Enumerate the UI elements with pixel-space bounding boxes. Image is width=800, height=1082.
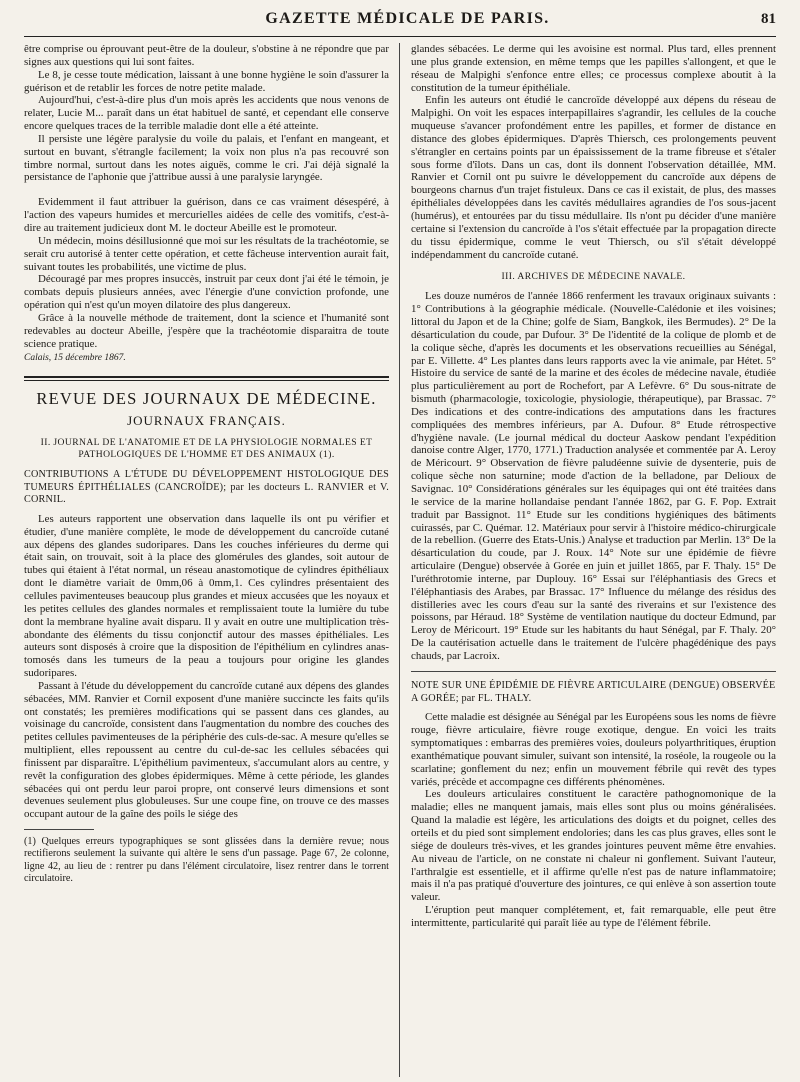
paragraph: Evidemment il faut attribuer la guérison, dans ce cas vraiment désespéré, à l'action des vapeurs humides et mercurielles aidées de celle des vomitifs, c'est-à-dire au traitement judicieux dont M. le docteur Abeille est le promoteur. [24, 196, 389, 234]
section-heading: II. JOURNAL DE L'ANATOMIE ET DE LA PHYSIOLOGIE NORMALES ET PATHOLOGIQUES DE L'HOMME ET DES ANIMAUX (1). [40, 437, 373, 461]
paragraph: Il persiste une légère paralysie du voile du palais, et l'enfant en mangeant, et surtout en buvant, s'étrangle facilement; la voix non plus n'a pas recouvré son timbre normal, surtout dans les notes aiguës, comme le cri. J'ai déjà signalé la persistance de l'aphonie que j'attribue aussi à une paralysie laryngée. [24, 132, 389, 184]
paragraph: Un médecin, moins désillusionné que moi sur les résultats de la trachéotomie, se serait cru autorisé à tenter cette opération, et cette fâcheuse intervention aurait fait, suivant toutes les probabilités, une victime de plus. [24, 234, 389, 273]
section-rule [24, 380, 389, 381]
paragraph: Passant à l'étude du développement du cancroïde cutané aux dépens des glandes sébacées, MM. Ranvier et Cornil exposent d'une manière succincte les faits qu'ils ont constatés; les premières modifications qui se passent dans ces glandes, au voisinage du cancroïde, consistent dans l'augmentation du nombre des couches des petites cellules pavimenteuses de la périphérie des culs-de-sac. A mesure qu'elles se multiplient, elles repoussent au centre du cul-de-sac les cellules sébacées qui finissent par disparaître. L'épithélium pavimenteux, s'accumulant alors au centre, y revêt la configuration des globes épidermiques. Même à cette période, les glandes sébacées qui ont perdu leur paroi propre, ont conservé leurs dimensions et sont devenues seulement plus globuleuses. Sur une coupe fine, on trouve ce des masses occupant autour de la gaîne des poils le siége des [24, 679, 389, 821]
section-heading: III. ARCHIVES DE MÉDECINE NAVALE. [501, 271, 686, 283]
paragraph: Découragé par mes propres insuccès, instruit par ceux dont j'ai été le témoin, je combats depuis plusieurs années, avec l'énergie d'une conviction profonde, une opération qui n'est qu'un moyen dilatoire des plus dangereux. [24, 273, 389, 312]
paragraph: Grâce à la nouvelle méthode de traitement, dont la science et l'humanité sont redevables au docteur Abeille, j'espère que la trachéotomie disparaitra de toute science pratique. [24, 311, 389, 350]
footnote: (1) Quelques erreurs typographiques se sont glissées dans la dernière revue; nous rectifierons seulement la suivante qui altère le sens d'un passage. Page 67, 2e colonne, ligne 42, au lieu de : rentrer pu dans l'élément circulatoire, lisez rentrer dans le torrent circulatoire. [24, 836, 389, 884]
paragraph: être comprise ou éprouvant peut-être de la douleur, s'obstine à ne répondre que par signes aux questions qui lui sont faites. [24, 43, 389, 68]
paragraph: L'éruption peut manquer complétement, et, fait remarquable, elle peut être intermittente, particularité qui paraît liée au type de l'élément fébrile. [411, 904, 776, 929]
footnote-separator [24, 829, 94, 830]
running-header [24, 10, 776, 37]
paragraph: Les douleurs articulaires constituent le caractère pathognomonique de la maladie; elles ne manquent jamais, mais elles sont plus ou moins généralisées. Quand la maladie est légère, les articulations des doigts et du poignet, celles des orteils et du pied sont simplement endolories; dans les cas plus graves, elles sont le siége de douleurs très-vives, et les grandes jointures peuvent même être envahies. Au niveau de l'article, on ne constate ni chaleur ni gonflement. Suivant l'auteur, l'arthralgie est essentielle, et il affirme qu'elle n'est pas de nature inflammatoire; mais il n'a pas pratiqué d'ouverture des jointures, ce qui enlève à son assertion toute valeur. [411, 788, 776, 904]
review-subtitle: JOURNAUX FRANÇAIS. [127, 413, 286, 429]
section-rule [411, 671, 776, 672]
text-columns [24, 43, 776, 1077]
paragraph: Cette maladie est désignée au Sénégal par les Européens sous les noms de fièvre rouge, fièvre articulaire, fièvre rouge exotique, dengue. En voici les traits symptomatiques : embarras des premières voies, douleurs polyarthritiques, éruption exanthématique pouvant simuler, suivant son intensité, la roséole, la rougeole ou la scarlatine; gonflement du nez; enfin un mouvement fébrile qui revêt des types variés, précède et accompagne ces différents phénomènes. [411, 711, 776, 788]
article-heading: CONTRIBUTIONS A L'ÉTUDE DU DÉVELOPPEMENT HISTOLOGIQUE DES TUMEURS ÉPITHÉLIALES (CANCROÏDE); par les docteurs L. RANVIER et V. CORNIL. [24, 469, 389, 506]
paragraph: Le 8, je cesse toute médication, laissant à une bonne hygiène le soin d'assurer la guérison et de retablir les forces de notre petite malade. [24, 68, 389, 94]
article-heading: NOTE SUR UNE ÉPIDÉMIE DE FIÈVRE ARTICULAIRE (DENGUE) OBSERVÉE A GORÉE; par FL. THALY. [411, 679, 776, 704]
paragraph: Enfin les auteurs ont étudié le cancroïde développé aux dépens du réseau de Malpighi. On voit les espaces interpapillaires s'agrandir, les cellules de la couche muqueuse s'avancer profondément entre les papilles, et former de distance en distance des globes épidermiques. D'après Thiersch, ces prolongements peuvent s'étrangler en certains points par un épaississement de la trame fibreuse et s'étaler sous forme d'îlots. Dans un cas, dont ils donnent l'observation détaillée, MM. Ranvier et Cornil ont pu suivre le développement du cancroïde aux dépens de bourgeons charnus d'un trajet fistuleux. Dans ce cas il existait, de plus, des masses épithéliales développées dans les cavités médullaires agrandies de l'os sous-jacent (humérus), et entourées par du tissu médullaire. Ils n'ont pu décider d'une manière certaine si l'extension du cancroïde à l'os s'était effectuée par la propagation directe du tissu épidermique, comme le veut Thiersch, ou s'il s'était développé indépendamment du cancroïde cutané. [411, 94, 776, 261]
paragraph: Les douze numéros de l'année 1866 renferment les travaux originaux suivants : 1° Contributions à la géographie médicale. (Nouvelle-Calédonie et iles voisines; littoral du Japon et de la Chine; golfe de Siam, Bangkok, iles Bermudes). 2° De la désarticulation du coude, par Dufour. 3° De l'identité de la colique de plomb et de la colique sèche, d'après les documents et les observations recueillies au Sénégal, par E. Villette. 4° Les plantes dans leurs rapports avec la vie animale, par Hétet. 5° Histoire du service de santé de la marine et des écoles de médecine navale, étudiée plus particulièrement au port de Rochefort, par A Lefèvre. 6° Du sous-nitrate de bismuth (pharmacologie, toxicologie, physiologie, thérapeutique), par Brassac. 7° Des indications et des contre-indications des amputations dans les fractures compliquées des membres inférieurs, par A. Dufour. 8° Etude rétrospective d'hygiène navale. (Le journal médical du docteur Aaskow pendant l'expédition danoise contre Alger, 1770, 1771.) Traduction analysée et commentée par A. Leroy de Méricourt. 9° Observation de fièvre paludéenne suivie de dysenterie, puis de colique sèche non saturnine; mode d'action de la belladone, par Delioux de Savignac. 10° Considérations générales sur les équipages qui ont été traitées dans le service de la marine hollandaise pendant l'année 1862, par G. F. Pop. Extrait traduit par Bassignot. 11° Etude sur les conditions hygiéniques des bâtiments cuirassés, par C. Quémar. 12. Matériaux pour servir à l'histoire médico-chirurgicale de la rebellion. (Guerre des Etats-Unis.) Analyse et traduction par Merlin. 13° De la désarticulation du coude, par J. Roux. 14° Note sur une épidémie de fièvre articulaire (Dengue) observée à Gorée en juin et juillet 1865, par F. Thaly. 15° De l'uréthrotomie interne, par Duplouy. 16° Essai sur l'éléphantiasis des Grecs et l'éléphantiasis des Arabes, par Brassac. 17° Influence du mélange des résidus des distilleries avec les cours d'eau sur la santé des riverains et sur l'existence des poissons, par Héraud. 18° Système de ventilation nautique du docteur Edmund, par Leroy de Méricourt. 19° Etude sur les habitants du haut Sénégal, par F. Thaly. 20° De la cautérisation actuelle dans le traitement de l'ulcère phagédénique des pays chauds, par Lacroix. [411, 290, 776, 662]
review-title: REVUE DES JOURNAUX DE MÉDECINE. [36, 389, 377, 409]
section-rule [24, 376, 389, 378]
signature-line: Calais, 15 décembre 1867. [24, 353, 126, 364]
journal-title: GAZETTE MÉDICALE DE PARIS. [265, 10, 550, 27]
paragraph: glandes sébacées. Le derme qui les avoisine est normal. Plus tard, elles prennent une plus grande extension, en même temps que les papilles s'allongent, et que le réseau de Malpighi s'enfonce entre elles; ce processus complexe aboutit à la constitution de la tumeur épithéliale. [411, 43, 776, 94]
left-column [24, 43, 400, 1077]
paragraph: Les auteurs rapportent une observation dans laquelle ils ont pu vérifier et étudier, d'une manière complète, le mode de développement du cancroïde cutané aux dépens des glandes sudoripares. Dans les couches inférieures du derme qui était sain, on trouvait, soit à la place des glomérules des glandes, soit autour de tubes qui étaient à l'état normal, un réseau anastomotique de cylindres épithéliaux dont le diamètre variait de 0mm,06 à 0mm,1. Ces cylindres présentaient des cellules pavimenteuses beaucoup plus grandes et mieux accusées que les noyaux et les petites cellules des glandes normales et remplissaient toute la lumière du tube dont la membrane hyaline avait disparu. Il y avait en outre une multiplication très-abondante des éléments du tissu conjonctif autour des masses épithéliales. Les auteurs sont disposés à croire que la disposition de l'épithélium en cylindres anastomosés dans les tumeurs de la peau a toujours pour origine les glandes sudoripares. [24, 512, 389, 680]
right-column [400, 43, 776, 1077]
paragraph: Aujourd'hui, c'est-à-dire plus d'un mois après les accidents que nous venons de relater, Lucie M... paraît dans un état habituel de santé, et cependant elle conserve encore quelques traces de la terrible maladie dont elle a été atteinte. [24, 94, 389, 133]
page-number: 81 [761, 11, 776, 27]
